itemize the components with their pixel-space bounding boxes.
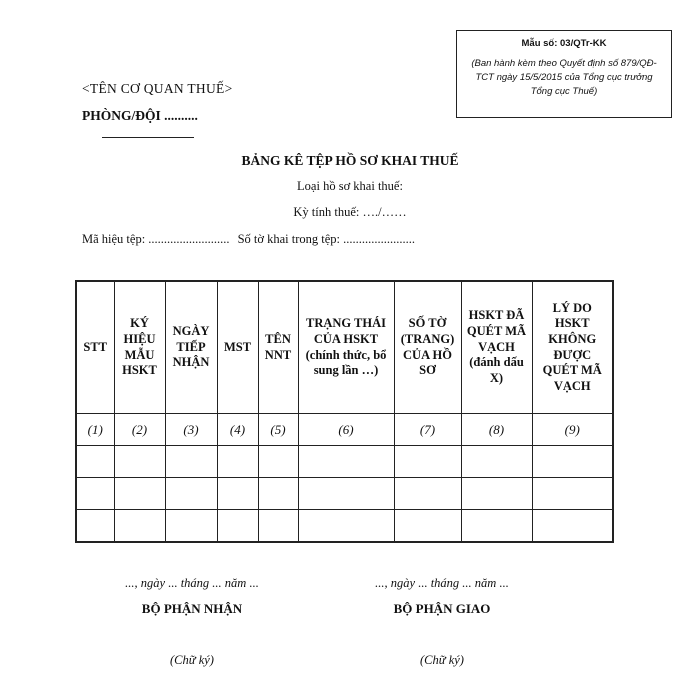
tax-period-field: Kỳ tính thuế: …./…… <box>293 205 407 219</box>
table-cell[interactable] <box>114 510 165 543</box>
table-cell[interactable] <box>532 446 613 478</box>
table-cell[interactable] <box>76 446 114 478</box>
table-cell[interactable] <box>217 510 258 543</box>
column-index: (8) <box>461 414 532 446</box>
table-cell[interactable] <box>217 446 258 478</box>
column-index: (7) <box>394 414 461 446</box>
table-cell[interactable] <box>298 478 394 510</box>
column-index: (2) <box>114 414 165 446</box>
column-header: TRẠNG THÁI CỦA HSKT (chính thức, bổ sung lần …) <box>298 281 394 414</box>
agency-name: <TÊN CƠ QUAN THUẾ> <box>82 81 233 96</box>
receiver-date-line: ..., ngày ... tháng ... năm ... <box>125 576 259 590</box>
table-cell[interactable] <box>76 478 114 510</box>
form-code: Mẫu số: 03/QTr-KK <box>521 38 607 49</box>
sender-date-line: ..., ngày ... tháng ... năm ... <box>375 576 509 590</box>
table-header-row <box>76 281 613 414</box>
table-cell[interactable] <box>532 510 613 543</box>
table-row <box>76 478 613 510</box>
column-index: (9) <box>532 414 613 446</box>
sheet-count-field: Số tờ khai trong tệp: ....................... <box>237 232 415 246</box>
table-cell[interactable] <box>298 510 394 543</box>
department-name: PHÒNG/ĐỘI .......... <box>82 108 198 123</box>
column-index: (1) <box>76 414 114 446</box>
column-header: TÊN NNT <box>258 281 298 414</box>
table-cell[interactable] <box>76 510 114 543</box>
column-index: (5) <box>258 414 298 446</box>
table-row <box>76 446 613 478</box>
column-index: (3) <box>165 414 217 446</box>
sender-party: BỘ PHẬN GIAO <box>393 601 491 616</box>
file-info-line <box>82 232 415 247</box>
column-header: STT <box>76 281 114 414</box>
declaration-type-field: Loại hồ sơ khai thuế: <box>297 179 403 193</box>
column-index: (6) <box>298 414 394 446</box>
sender-signature: (Chữ ký) <box>420 653 464 667</box>
table-cell[interactable] <box>165 510 217 543</box>
table-cell[interactable] <box>258 478 298 510</box>
table-cell[interactable] <box>532 478 613 510</box>
receiver-signature: (Chữ ký) <box>170 653 214 667</box>
column-header: MST <box>217 281 258 414</box>
table-cell[interactable] <box>394 446 461 478</box>
column-header: LÝ DO HSKT KHÔNG ĐƯỢC QUÉT MÃ VẠCH <box>532 281 613 414</box>
header-divider <box>102 137 194 138</box>
table-cell[interactable] <box>165 478 217 510</box>
table-cell[interactable] <box>461 446 532 478</box>
file-code-field: Mã hiệu tệp: .......................... <box>82 232 230 246</box>
table-row <box>76 510 613 543</box>
table-cell[interactable] <box>298 446 394 478</box>
table-cell[interactable] <box>258 510 298 543</box>
form-code-box <box>456 30 672 118</box>
table-cell[interactable] <box>461 510 532 543</box>
table-cell[interactable] <box>114 478 165 510</box>
form-issued-note: (Ban hành kèm theo Quyết định số 879/QĐ-TCT ngày 15/5/2015 của Tổng cục trưởng Tổng cục Thuế) <box>471 58 657 97</box>
table-cell[interactable] <box>394 478 461 510</box>
column-index: (4) <box>217 414 258 446</box>
column-header: SỐ TỜ (TRANG) CỦA HỒ SƠ <box>394 281 461 414</box>
column-header: NGÀY TIẾP NHẬN <box>165 281 217 414</box>
column-header: KÝ HIỆU MẪU HSKT <box>114 281 165 414</box>
column-index-row <box>76 414 613 446</box>
receiver-party: BỘ PHẬN NHẬN <box>141 601 243 616</box>
table-cell[interactable] <box>217 478 258 510</box>
table-cell[interactable] <box>394 510 461 543</box>
table-cell[interactable] <box>258 446 298 478</box>
column-header: HSKT ĐÃ QUÉT MÃ VẠCH (đánh dấu X) <box>461 281 532 414</box>
register-table <box>75 280 614 543</box>
table-cell[interactable] <box>165 446 217 478</box>
table-cell[interactable] <box>114 446 165 478</box>
table-cell[interactable] <box>461 478 532 510</box>
page-title: BẢNG KÊ TỆP HỒ SƠ KHAI THUẾ <box>241 153 459 168</box>
